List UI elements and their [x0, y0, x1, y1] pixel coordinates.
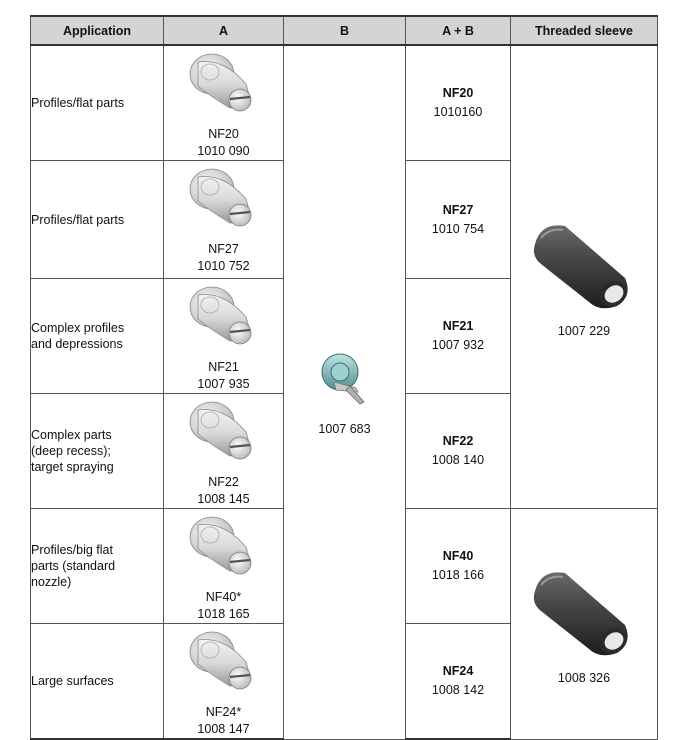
part-ab-code: 1018 166 — [431, 568, 485, 582]
part-ab-code: 1010 754 — [431, 221, 485, 236]
application-cell — [31, 45, 164, 161]
threaded-sleeve-icon — [527, 216, 642, 316]
flat-nozzle-icon — [184, 398, 264, 472]
header-a: A — [164, 16, 284, 45]
nozzle-holder-icon — [310, 348, 380, 410]
part-a-cell — [164, 394, 284, 509]
part-ab-code: 1007 932 — [431, 338, 485, 352]
application-line: target spraying — [31, 460, 114, 474]
application-cell — [31, 279, 164, 394]
application-cell — [31, 509, 164, 624]
application-cell — [31, 161, 164, 279]
part-b-code: 1007 683 — [318, 422, 371, 437]
part-a-code: 1007 935 — [197, 377, 250, 391]
part-ab-name: NF20 — [442, 86, 474, 100]
application-line: (deep recess); — [31, 444, 111, 458]
flat-nozzle-icon — [184, 50, 264, 124]
header-sleeve: Threaded sleeve — [511, 16, 658, 45]
threaded-sleeve-icon — [527, 563, 642, 663]
application-line: Profiles/flat parts — [31, 212, 125, 227]
application-line: Complex profiles — [31, 321, 125, 335]
sleeve-cell — [511, 509, 658, 740]
part-ab-cell — [406, 509, 511, 624]
header-ab: A + B — [406, 16, 511, 45]
flat-nozzle-icon — [184, 283, 264, 357]
part-ab-cell — [406, 45, 511, 161]
header-row — [31, 16, 658, 45]
part-a-name: NF22 — [208, 475, 239, 489]
part-ab-name: NF21 — [442, 319, 474, 333]
application-line: Large surfaces — [31, 674, 114, 688]
application-line: and depressions — [31, 337, 123, 351]
part-ab-cell — [406, 394, 511, 509]
part-ab-name: NF40 — [442, 549, 474, 563]
application-cell — [31, 394, 164, 509]
header-b: B — [284, 16, 406, 45]
part-a-cell — [164, 624, 284, 740]
part-ab-code: 1008 140 — [431, 453, 485, 467]
flat-nozzle-icon — [184, 513, 264, 587]
table-row — [31, 45, 658, 161]
part-a-code: 1018 165 — [197, 607, 250, 621]
part-a-code: 1010 090 — [197, 144, 250, 158]
part-a-cell — [164, 45, 284, 161]
part-ab-cell — [406, 624, 511, 740]
application-cell — [31, 624, 164, 740]
sleeve-code: 1008 326 — [557, 670, 611, 685]
part-a-code: 1010 752 — [197, 259, 250, 273]
part-ab-name: NF24 — [442, 664, 474, 678]
application-line: Complex parts — [31, 428, 112, 442]
part-a-name: NF21 — [208, 360, 239, 374]
part-ab-cell — [406, 279, 511, 394]
part-b-cell — [284, 45, 406, 739]
application-line: Profiles/flat parts — [31, 96, 125, 110]
part-a-code: 1008 145 — [197, 492, 250, 506]
nozzle-table — [30, 15, 658, 740]
part-a-name: NF27 — [208, 242, 239, 256]
part-a-code: 1008 147 — [197, 722, 250, 736]
part-a-name: NF40* — [205, 590, 242, 604]
part-a-cell — [164, 509, 284, 624]
part-ab-name: NF22 — [442, 434, 474, 448]
application-line: Profiles/big flat — [31, 543, 113, 557]
part-a-cell — [164, 279, 284, 394]
header-application: Application — [31, 16, 164, 45]
part-ab-name: NF27 — [442, 202, 474, 217]
flat-nozzle-icon — [184, 628, 264, 702]
part-ab-code: 1010160 — [433, 105, 483, 119]
part-ab-cell — [406, 161, 511, 279]
application-line: nozzle) — [31, 575, 72, 589]
part-ab-code: 1008 142 — [431, 683, 485, 697]
flat-nozzle-icon — [184, 165, 264, 239]
sleeve-cell — [511, 45, 658, 509]
sleeve-code: 1007 229 — [557, 324, 611, 338]
application-line: parts (standard — [31, 559, 116, 573]
part-a-name: NF20 — [208, 127, 239, 141]
part-a-name: NF24* — [205, 705, 242, 719]
part-a-cell — [164, 161, 284, 279]
